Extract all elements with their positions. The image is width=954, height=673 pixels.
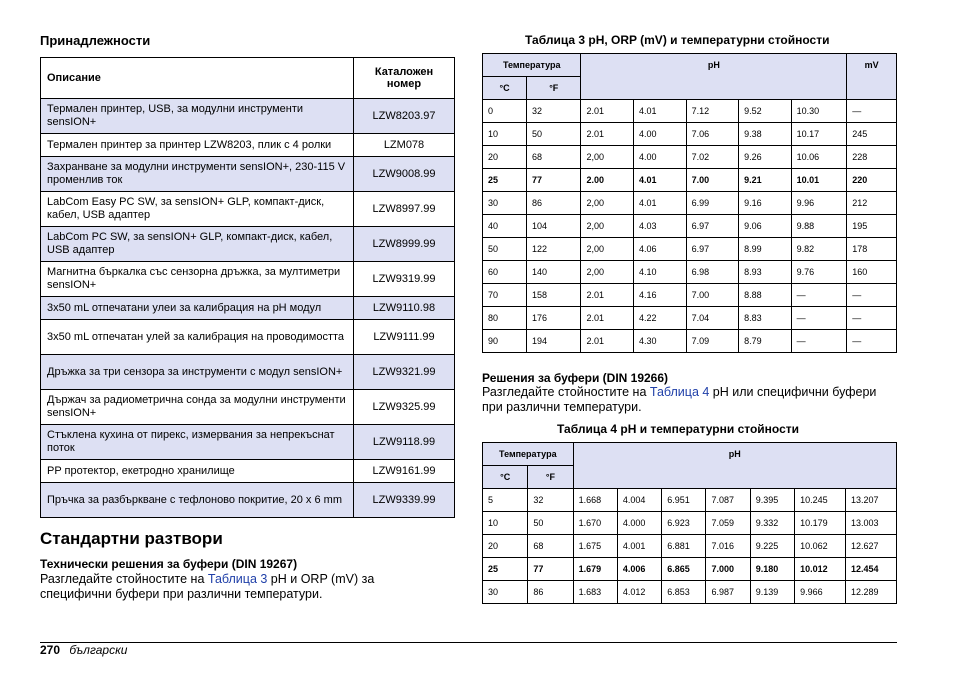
accessory-row xyxy=(41,320,455,355)
table4 xyxy=(482,442,897,604)
t4-f-header: °F xyxy=(528,466,573,489)
table3-cell: 104 xyxy=(527,215,581,238)
footer xyxy=(40,643,127,657)
table4-row xyxy=(483,558,897,581)
table3-cell: 7.00 xyxy=(686,169,739,192)
table3-cell: 7.04 xyxy=(686,307,739,330)
tech-text-before: Разгледайте стойностите на xyxy=(40,572,208,586)
table3-cell: 20 xyxy=(483,146,527,169)
table3-cell: 0 xyxy=(483,100,527,123)
table3-cell: 2.01 xyxy=(581,100,634,123)
table4-cell: 9.395 xyxy=(750,489,794,512)
accessories-table xyxy=(40,57,455,518)
table3-cell: 2.01 xyxy=(581,307,634,330)
accessory-row xyxy=(41,262,455,297)
table4-cell: 12.454 xyxy=(845,558,896,581)
accessory-description: Термален принтер за принтер LZW8203, плик с 4 ролки xyxy=(41,134,354,157)
table3-cell: 9.52 xyxy=(739,100,792,123)
table4-cell: 9.180 xyxy=(750,558,794,581)
table3-cell: 8.99 xyxy=(739,238,792,261)
table3-cell: 195 xyxy=(847,215,897,238)
table3-cell: 9.16 xyxy=(739,192,792,215)
col-description: Описание xyxy=(41,58,354,99)
table3-cell: 2.01 xyxy=(581,284,634,307)
table4-cell: 4.012 xyxy=(617,581,661,604)
table3-cell: 60 xyxy=(483,261,527,284)
accessory-row xyxy=(41,157,455,192)
table4-cell: 1.668 xyxy=(573,489,617,512)
table3-cell: 4.30 xyxy=(634,330,687,353)
table3-cell: 2,00 xyxy=(581,146,634,169)
accessory-code: LZW8999.99 xyxy=(354,227,455,262)
table3-cell: 50 xyxy=(483,238,527,261)
accessory-code: LZW9321.99 xyxy=(354,355,455,390)
t3-f-header: °F xyxy=(527,77,581,100)
table3-cell: 2,00 xyxy=(581,261,634,284)
table3-cell: 4.01 xyxy=(634,169,687,192)
table3-cell: 220 xyxy=(847,169,897,192)
accessory-description: LabCom PC SW, за sensION+ GLP, компакт-диск, кабел, USB адаптер xyxy=(41,227,354,262)
table3-cell: — xyxy=(847,100,897,123)
footer-language: български xyxy=(69,643,128,657)
accessory-row xyxy=(41,134,455,157)
table3-cell: 50 xyxy=(527,123,581,146)
table4-cell: 6.951 xyxy=(662,489,706,512)
table4-cell: 25 xyxy=(483,558,528,581)
table4-cell: 30 xyxy=(483,581,528,604)
table3-cell: 194 xyxy=(527,330,581,353)
table4-cell: 10.012 xyxy=(795,558,846,581)
table3-cell: 4.16 xyxy=(634,284,687,307)
table4-caption: Таблица 4 pH и температурни стойности xyxy=(557,422,800,436)
accessory-description: 3x50 mL отпечатани улеи за калибрация на pH модул xyxy=(41,297,354,320)
accessory-description: 3x50 mL отпечатан улей за калибрация на проводимостта xyxy=(41,320,354,355)
table3-cell: 158 xyxy=(527,284,581,307)
table4-cell: 50 xyxy=(528,512,573,535)
table3-cell: 10.06 xyxy=(791,146,847,169)
table4-cell: 9.139 xyxy=(750,581,794,604)
table4-cell: 9.966 xyxy=(795,581,846,604)
table3-cell: 8.79 xyxy=(739,330,792,353)
table3-cell: 4.03 xyxy=(634,215,687,238)
tech-paragraph xyxy=(40,572,420,602)
table4-cell: 1.670 xyxy=(573,512,617,535)
table3-cell: 7.09 xyxy=(686,330,739,353)
accessory-description: PP протектор, екетродно хранилище xyxy=(41,460,354,483)
footer-rule xyxy=(40,642,897,643)
accessory-description: Дръжка за три сензора за инструменти с модул sensION+ xyxy=(41,355,354,390)
table4-cell: 10.245 xyxy=(795,489,846,512)
accessory-row xyxy=(41,483,455,518)
table3-row xyxy=(483,284,897,307)
table3-cell: 4.06 xyxy=(634,238,687,261)
table3-cell: 4.10 xyxy=(634,261,687,284)
table3-cell: 176 xyxy=(527,307,581,330)
table3-cell: 6.99 xyxy=(686,192,739,215)
table3-cell: 9.26 xyxy=(739,146,792,169)
table3-cell: 212 xyxy=(847,192,897,215)
table4-cell: 6.881 xyxy=(662,535,706,558)
table4-cell: 13.003 xyxy=(845,512,896,535)
table4-cell: 32 xyxy=(528,489,573,512)
table3-cell: 6.97 xyxy=(686,215,739,238)
accessory-description: LabCom Easy PC SW, за sensION+ GLP, компакт-диск, кабел, USB адаптер xyxy=(41,192,354,227)
accessory-row xyxy=(41,297,455,320)
table4-cell: 7.087 xyxy=(706,489,750,512)
table3-cell: 7.06 xyxy=(686,123,739,146)
accessory-code: LZM078 xyxy=(354,134,455,157)
table3-cell: 178 xyxy=(847,238,897,261)
table3-cell: 10.30 xyxy=(791,100,847,123)
table4-cell: 7.016 xyxy=(706,535,750,558)
accessory-description: Пръчка за разбъркване с тефлоново покритие, 20 x 6 mm xyxy=(41,483,354,518)
table4-cell: 6.923 xyxy=(662,512,706,535)
table3-cell: 160 xyxy=(847,261,897,284)
table3-cell: 2,00 xyxy=(581,215,634,238)
accessory-code: LZW9110.98 xyxy=(354,297,455,320)
table4-cell: 7.059 xyxy=(706,512,750,535)
table3-cell: — xyxy=(791,330,847,353)
table3-caption: Таблица 3 pH, ORP (mV) и температурни стойности xyxy=(525,33,830,47)
table3-row xyxy=(483,330,897,353)
table3-row xyxy=(483,215,897,238)
table3-row xyxy=(483,100,897,123)
table3-cell: 10.01 xyxy=(791,169,847,192)
accessory-row xyxy=(41,460,455,483)
table3-cell: 8.93 xyxy=(739,261,792,284)
table3-cell: — xyxy=(791,284,847,307)
table3-cell: 77 xyxy=(527,169,581,192)
table4-cell: 13.207 xyxy=(845,489,896,512)
table4-cell: 4.000 xyxy=(617,512,661,535)
accessory-code: LZW9325.99 xyxy=(354,390,455,425)
table3-cell: 4.00 xyxy=(634,123,687,146)
table3-cell: 9.38 xyxy=(739,123,792,146)
table4-row xyxy=(483,489,897,512)
accessory-code: LZW8997.99 xyxy=(354,192,455,227)
table4-cell: 6.853 xyxy=(662,581,706,604)
table3-cell: 9.96 xyxy=(791,192,847,215)
table3-cell: 7.02 xyxy=(686,146,739,169)
table3-cell: 2.00 xyxy=(581,169,634,192)
table3-cell: 40 xyxy=(483,215,527,238)
accessory-row xyxy=(41,390,455,425)
table3-cell: 4.01 xyxy=(634,192,687,215)
table4-link[interactable]: Таблица 4 xyxy=(649,385,710,399)
tech-title: Технически решения за буфери (DIN 19267) xyxy=(40,557,298,571)
table3-cell: 80 xyxy=(483,307,527,330)
table3-cell: 9.21 xyxy=(739,169,792,192)
table4-cell: 10.179 xyxy=(795,512,846,535)
table3-cell: 6.98 xyxy=(686,261,739,284)
table3-cell: 30 xyxy=(483,192,527,215)
table3-cell: 2,00 xyxy=(581,238,634,261)
table4-cell: 6.865 xyxy=(662,558,706,581)
accessory-code: LZW9118.99 xyxy=(354,425,455,460)
table3-cell: 86 xyxy=(527,192,581,215)
t3-mv-header: mV xyxy=(847,54,897,100)
table3-row xyxy=(483,238,897,261)
table3-cell: — xyxy=(847,307,897,330)
t4-c-header: °C xyxy=(483,466,528,489)
accessory-code: LZW9161.99 xyxy=(354,460,455,483)
accessory-row xyxy=(41,99,455,134)
table3-row xyxy=(483,261,897,284)
table3-cell: 228 xyxy=(847,146,897,169)
table3-cell: 9.82 xyxy=(791,238,847,261)
table3-cell: 9.88 xyxy=(791,215,847,238)
table4-cell: 20 xyxy=(483,535,528,558)
accessory-code: LZW9339.99 xyxy=(354,483,455,518)
table3-cell: — xyxy=(791,307,847,330)
accessory-description: Захранване за модулни инструменти sensION+, 230-115 V променлив ток xyxy=(41,157,354,192)
accessory-code: LZW9319.99 xyxy=(354,262,455,297)
accessory-description: Държач за радиометрична сонда за модулни инструменти sensION+ xyxy=(41,390,354,425)
table4-cell: 9.225 xyxy=(750,535,794,558)
table4-cell: 4.004 xyxy=(617,489,661,512)
table3-cell: 4.01 xyxy=(634,100,687,123)
din-paragraph xyxy=(482,385,897,415)
table3-cell: 4.22 xyxy=(634,307,687,330)
table3-cell: 8.83 xyxy=(739,307,792,330)
accessory-code: LZW9111.99 xyxy=(354,320,455,355)
table3 xyxy=(482,53,897,353)
table3-cell: 140 xyxy=(527,261,581,284)
table3-cell: 6.97 xyxy=(686,238,739,261)
table4-cell: 6.987 xyxy=(706,581,750,604)
tech-text-after: pH и ORP (mV) за специфични буфери при различни температури. xyxy=(40,572,375,601)
table4-row xyxy=(483,512,897,535)
table3-cell: 8.88 xyxy=(739,284,792,307)
table3-cell: 10.17 xyxy=(791,123,847,146)
din-title: Решения за буфери (DIN 19266) xyxy=(482,371,669,385)
table3-row xyxy=(483,123,897,146)
accessory-code: LZW9008.99 xyxy=(354,157,455,192)
table4-cell: 12.627 xyxy=(845,535,896,558)
table3-cell: 10 xyxy=(483,123,527,146)
table4-cell: 10.062 xyxy=(795,535,846,558)
table3-cell: 2.01 xyxy=(581,123,634,146)
table3-row xyxy=(483,192,897,215)
table3-cell: 122 xyxy=(527,238,581,261)
table3-cell: 68 xyxy=(527,146,581,169)
accessories-heading: Принадлежности xyxy=(40,33,151,48)
t3-temp-header: Температура xyxy=(483,54,581,77)
table4-cell: 4.001 xyxy=(617,535,661,558)
table3-cell: 32 xyxy=(527,100,581,123)
table4-cell: 77 xyxy=(528,558,573,581)
accessory-row xyxy=(41,227,455,262)
table3-row xyxy=(483,307,897,330)
table4-cell: 1.679 xyxy=(573,558,617,581)
accessory-row xyxy=(41,355,455,390)
t3-ph-header: pH xyxy=(581,54,847,100)
table4-row xyxy=(483,535,897,558)
table3-row xyxy=(483,169,897,192)
table3-cell: 9.06 xyxy=(739,215,792,238)
table3-cell: 9.76 xyxy=(791,261,847,284)
table4-cell: 4.006 xyxy=(617,558,661,581)
table4-row xyxy=(483,581,897,604)
t4-ph-header: pH xyxy=(573,443,896,489)
din-text-before: Разгледайте стойностите на xyxy=(482,385,650,399)
t4-temp-header: Температура xyxy=(483,443,574,466)
table3-row xyxy=(483,146,897,169)
table3-cell: 7.12 xyxy=(686,100,739,123)
din-text-after: pH или специфични буфери при различни температури. xyxy=(482,385,877,414)
accessory-description: Магнитна бъркалка със сензорна дръжка, за мултиметри sensION+ xyxy=(41,262,354,297)
table3-cell: 90 xyxy=(483,330,527,353)
table4-cell: 9.332 xyxy=(750,512,794,535)
table3-cell: 245 xyxy=(847,123,897,146)
table3-cell: 7.00 xyxy=(686,284,739,307)
accessory-description: Термален принтер, USB, за модулни инструменти sensION+ xyxy=(41,99,354,134)
table4-cell: 7.000 xyxy=(706,558,750,581)
table4-cell: 12.289 xyxy=(845,581,896,604)
table4-cell: 10 xyxy=(483,512,528,535)
table4-cell: 68 xyxy=(528,535,573,558)
table3-cell: 2,00 xyxy=(581,192,634,215)
table3-cell: 70 xyxy=(483,284,527,307)
table4-cell: 1.675 xyxy=(573,535,617,558)
t3-c-header: °C xyxy=(483,77,527,100)
standards-title: Стандартни разтвори xyxy=(40,529,223,548)
table3-cell: 25 xyxy=(483,169,527,192)
accessory-code: LZW8203.97 xyxy=(354,99,455,134)
accessory-description: Стъклена кухина от пирекс, измервания за непрекъснат поток xyxy=(41,425,354,460)
page-number: 270 xyxy=(40,643,61,657)
table3-cell: — xyxy=(847,330,897,353)
col-catalog: Каталожен номер xyxy=(354,58,455,99)
accessory-row xyxy=(41,192,455,227)
table3-link[interactable]: Таблица 3 xyxy=(207,572,268,586)
table4-cell: 1.683 xyxy=(573,581,617,604)
table4-cell: 86 xyxy=(528,581,573,604)
table3-cell: 4.00 xyxy=(634,146,687,169)
table4-cell: 5 xyxy=(483,489,528,512)
table3-cell: 2.01 xyxy=(581,330,634,353)
table3-cell: — xyxy=(847,284,897,307)
accessory-row xyxy=(41,425,455,460)
